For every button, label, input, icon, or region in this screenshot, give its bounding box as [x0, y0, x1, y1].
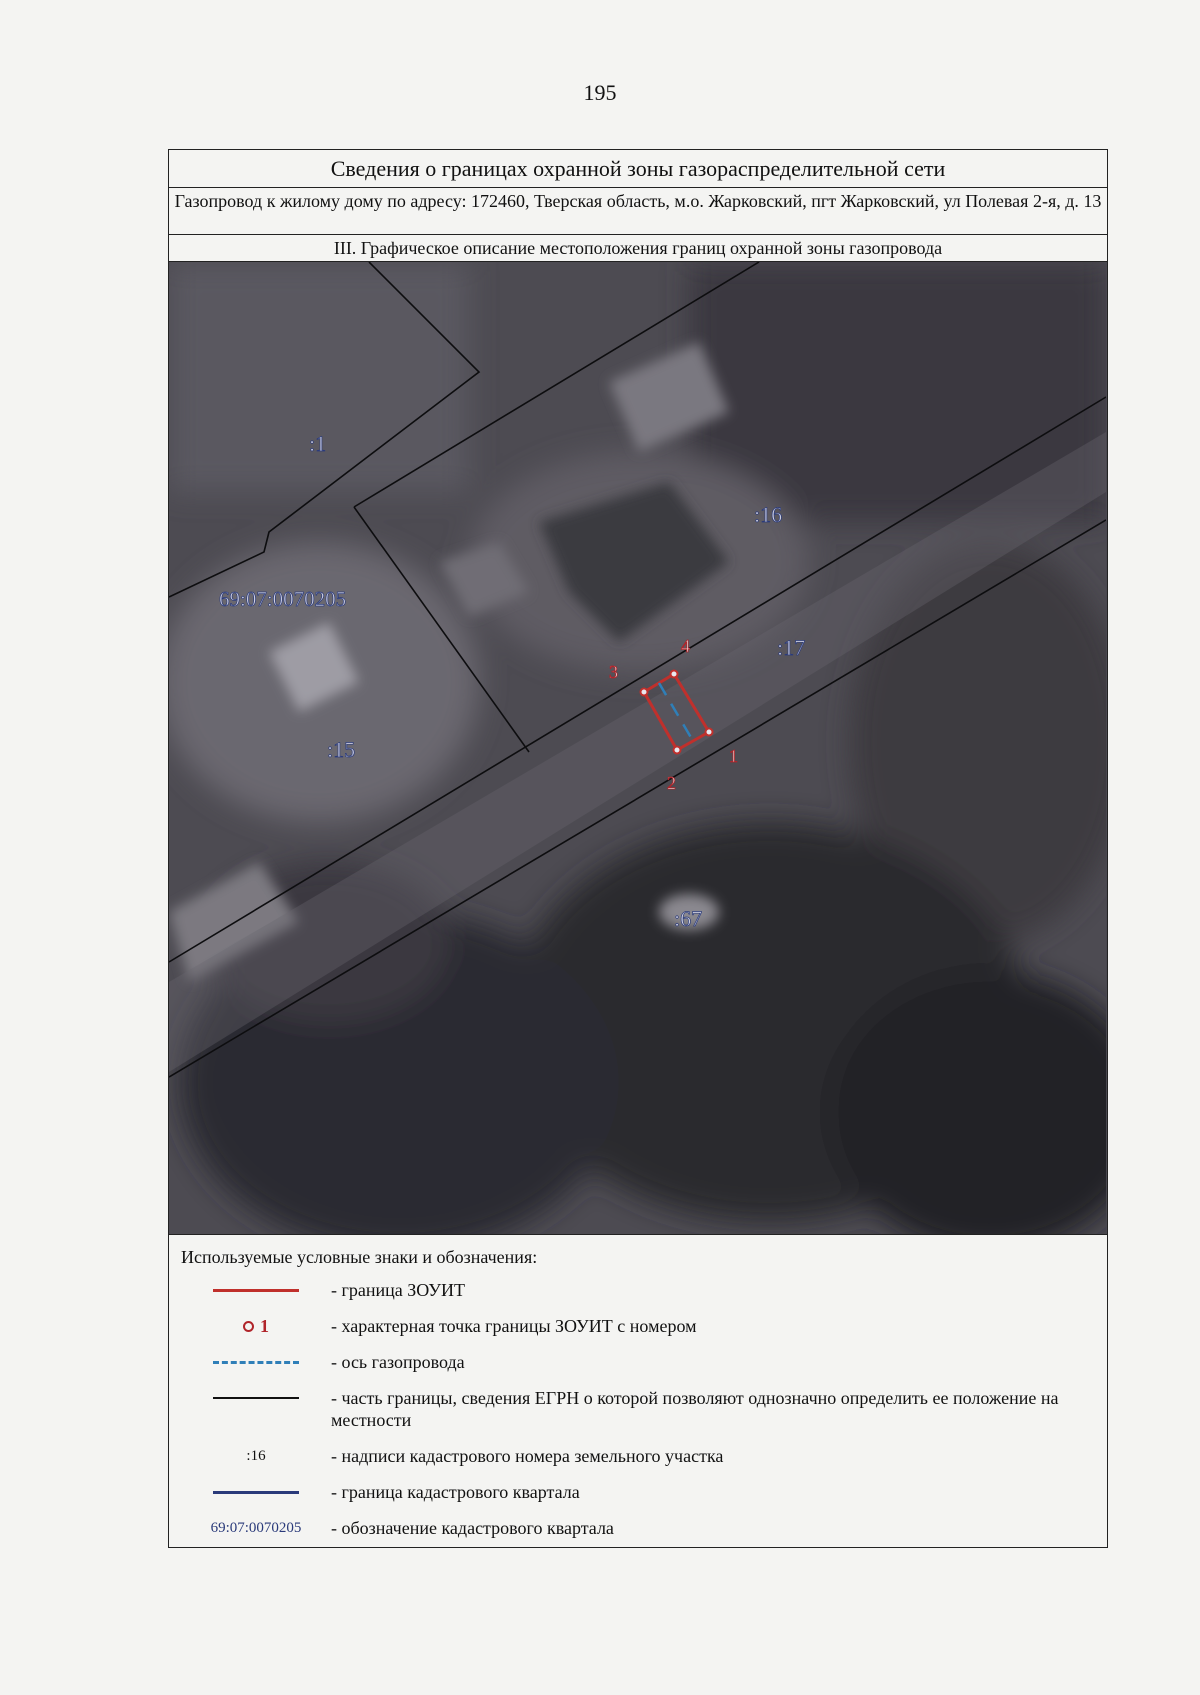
legend-item-quarter-boundary — [181, 1478, 1095, 1514]
parcel-label-67: :67 — [674, 906, 703, 931]
parcel-label-symbol: :16 — [246, 1447, 266, 1464]
document-title: Сведения о границах охранной зоны газораспределительной сети — [169, 150, 1107, 188]
legend-desc: - надписи кадастрового номера земельного участка — [331, 1446, 724, 1466]
parcel-label-1: :1 — [309, 431, 327, 456]
map-canvas — [169, 262, 1106, 1234]
legend-item-black-line — [181, 1384, 1095, 1442]
page-number: 195 — [583, 80, 617, 105]
legend-item-quarter-label — [181, 1514, 1095, 1550]
legend-item-parcel-label — [181, 1442, 1095, 1478]
satellite-map — [169, 262, 1107, 1235]
document-frame — [168, 149, 1108, 1548]
section-heading: III. Графическое описание местоположения границ охранной зоны газопровода — [169, 235, 1107, 262]
legend — [169, 1235, 1107, 1550]
parcel-label-16: :16 — [754, 502, 783, 527]
legend-item-zouit-boundary — [181, 1276, 1095, 1312]
legend-desc: - часть границы, сведения ЕГРН о которой позволяют однозначно определить ее положение на местности — [331, 1388, 1059, 1430]
blue-dashed-line-symbol — [181, 1348, 331, 1376]
legend-desc: - обозначение кадастрового квартала — [331, 1518, 614, 1538]
red-line-symbol — [181, 1276, 331, 1304]
legend-desc: - граница кадастрового квартала — [331, 1482, 580, 1502]
legend-desc: - характерная точка границы ЗОУИТ с номером — [331, 1316, 697, 1336]
quarter-label-symbol: 69:07:0070205 — [210, 1519, 302, 1536]
legend-desc: - граница ЗОУИТ — [331, 1280, 465, 1300]
point-label-1: 1 — [729, 746, 738, 766]
document-subtitle: Газопровод к жилому дому по адресу: 172460, Тверская область, м.о. Жарковский, пгт Жарковский, ул Полевая 2-я, д. 13 — [169, 188, 1107, 235]
point-4-marker — [671, 671, 678, 678]
point-symbol — [181, 1312, 331, 1340]
point-label-4: 4 — [681, 636, 690, 656]
point-symbol-number: 1 — [260, 1315, 269, 1336]
legend-item-gas-axis — [181, 1348, 1095, 1384]
point-3-marker — [641, 689, 648, 696]
navy-line-symbol — [181, 1478, 331, 1506]
point-label-2: 2 — [667, 773, 676, 793]
legend-desc: - ось газопровода — [331, 1352, 465, 1372]
point-1-marker — [706, 729, 713, 736]
quarter-label: 69:07:0070205 — [219, 587, 347, 611]
legend-title: Используемые условные знаки и обозначения: — [181, 1247, 538, 1267]
legend-item-point — [181, 1312, 1095, 1348]
parcel-label-15: :15 — [327, 737, 356, 762]
black-line-symbol — [181, 1384, 331, 1412]
point-dot-icon — [243, 1321, 254, 1332]
parcel-label-17: :17 — [777, 635, 806, 660]
point-label-3: 3 — [609, 662, 618, 682]
point-2-marker — [674, 747, 681, 754]
